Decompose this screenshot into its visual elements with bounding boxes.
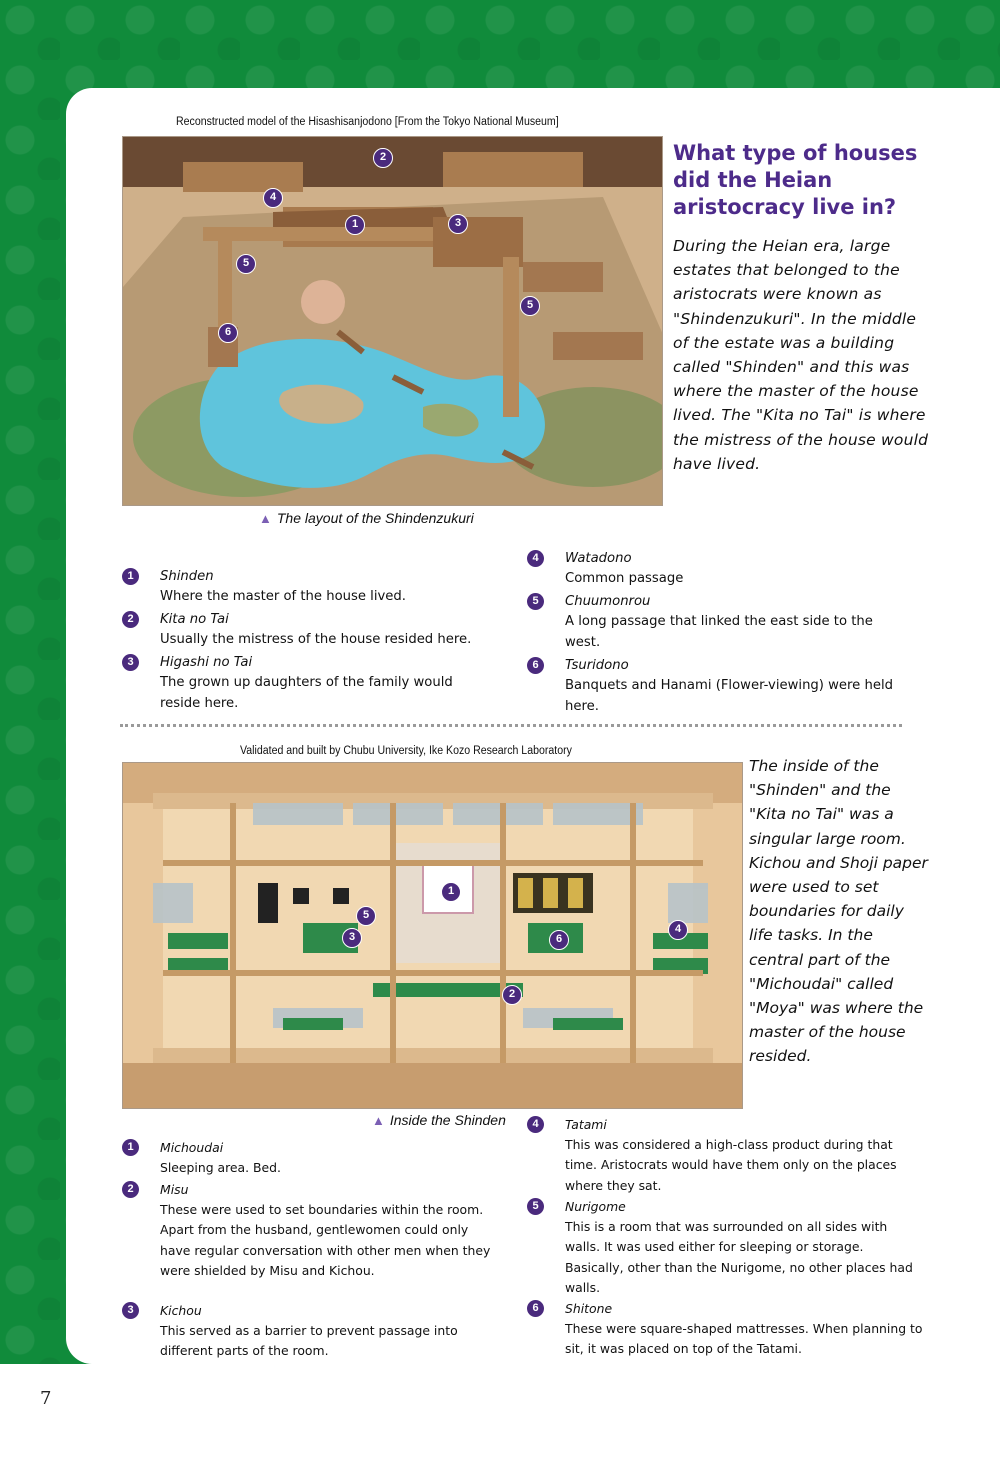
room-marker-1: 1 xyxy=(441,882,461,902)
legend-term: Shitone xyxy=(565,1301,613,1316)
estate-model-image xyxy=(123,137,663,506)
legend-number: 6 xyxy=(527,1300,544,1317)
legend-number: 1 xyxy=(122,1139,139,1156)
bottom-photo-caption-text: Inside the Shinden xyxy=(389,1112,506,1128)
top-photo-caption xyxy=(259,510,474,526)
legend-term: Tatami xyxy=(565,1117,607,1132)
legend-term: Chuumonrou xyxy=(565,594,651,609)
bottom-photo-caption xyxy=(372,1112,506,1128)
shinden-interior-image xyxy=(123,763,743,1109)
section-divider xyxy=(120,724,902,727)
legend-term: Shinden xyxy=(160,569,214,584)
legend-term: Michoudai xyxy=(160,1140,224,1155)
legend-term: Kita no Tai xyxy=(160,612,229,627)
legend-number: 2 xyxy=(122,1181,139,1198)
legend-number: 3 xyxy=(122,654,139,671)
room-marker-4: 4 xyxy=(668,920,688,940)
top-photo-caption-text: The layout of the Shindenzukuri xyxy=(276,510,474,526)
legend-number: 3 xyxy=(122,1302,139,1319)
legend-desc: Common passage xyxy=(565,571,684,586)
legend-number: 5 xyxy=(527,1198,544,1215)
legend-desc: Sleeping area. Bed. xyxy=(160,1160,281,1175)
legend-desc: This served as a barrier to prevent passage into different parts of the room. xyxy=(160,1323,458,1359)
legend-term: Tsuridono xyxy=(565,658,629,673)
legend-desc: Where the master of the house lived. xyxy=(160,589,406,604)
legend-number: 1 xyxy=(122,568,139,585)
map-marker-6: 6 xyxy=(218,323,238,343)
legend-desc: A long passage that linked the east side to the west. xyxy=(565,614,873,650)
legend-desc: This is a room that was surrounded on all sides with walls. It was used either for sleeping or storage. Basically, other than the Nurigome, no other places had walls. xyxy=(565,1219,913,1295)
section-title: What type of houses did the Heian aristocracy live in? xyxy=(673,141,918,219)
legend-desc: This was considered a high-class product during that time. Aristocrats would have them only on the places where they sat. xyxy=(565,1137,897,1193)
room-marker-5: 5 xyxy=(356,906,376,926)
legend-number: 4 xyxy=(527,1116,544,1133)
section-intro: During the Heian era, large estates that belonged to the aristocrats were known as "Shindenzukuri". In the middle of the estate was a building called "Shinden" and this was where the master of the house lived. The "Kita no Tai" is where the mistress of the house would have lived. xyxy=(673,237,929,473)
bottom-photo-credit: Validated and built by Chubu University, Ike Kozo Research Laboratory xyxy=(240,745,572,757)
legend-number: 6 xyxy=(527,657,544,674)
legend-desc: The grown up daughters of the family would reside here. xyxy=(160,675,453,711)
estate-model-photo xyxy=(122,136,663,506)
map-marker-5b: 5 xyxy=(520,296,540,316)
map-marker-3: 3 xyxy=(448,214,468,234)
triangle-icon: ▲ xyxy=(259,510,272,526)
top-photo-credit: Reconstructed model of the Hisashisanjodono [From the Tokyo National Museum] xyxy=(176,116,559,128)
map-marker-1: 1 xyxy=(345,215,365,235)
legend-desc: These were used to set boundaries within the room. Apart from the husband, gentlewomen could only have regular conversation with other men when they were shielded by Misu and Kichou. xyxy=(160,1202,491,1278)
inside-description: The inside of the "Shinden" and the "Kita no Tai" was a singular large room. Kichou and Shoji paper were used to set boundaries for daily life tasks. In the central part of the "Michoudai" called "Moya" was where the master of the house resided. xyxy=(749,757,928,1066)
map-marker-5a: 5 xyxy=(236,254,256,274)
legend-term: Higashi no Tai xyxy=(160,655,253,670)
legend-term: Watadono xyxy=(565,551,632,566)
shinden-interior-photo xyxy=(122,762,743,1109)
legend-term: Kichou xyxy=(160,1303,202,1318)
legend-term: Misu xyxy=(160,1182,189,1197)
legend-number: 5 xyxy=(527,593,544,610)
legend-desc: Banquets and Hanami (Flower-viewing) were held here. xyxy=(565,678,893,714)
legend-number: 4 xyxy=(527,550,544,567)
legend-desc: Usually the mistress of the house resided here. xyxy=(160,632,472,647)
legend-number: 2 xyxy=(122,611,139,628)
map-marker-4: 4 xyxy=(263,188,283,208)
room-marker-2: 2 xyxy=(502,985,522,1005)
page-number: 7 xyxy=(40,1388,52,1409)
map-marker-2: 2 xyxy=(373,148,393,168)
page-footer xyxy=(0,1364,1000,1457)
room-marker-6: 6 xyxy=(549,930,569,950)
room-marker-3: 3 xyxy=(342,928,362,948)
legend-term: Nurigome xyxy=(565,1199,626,1214)
triangle-icon: ▲ xyxy=(372,1112,385,1128)
legend-desc: These were square-shaped mattresses. When planning to sit, it was placed on top of the Tatami. xyxy=(565,1321,923,1357)
